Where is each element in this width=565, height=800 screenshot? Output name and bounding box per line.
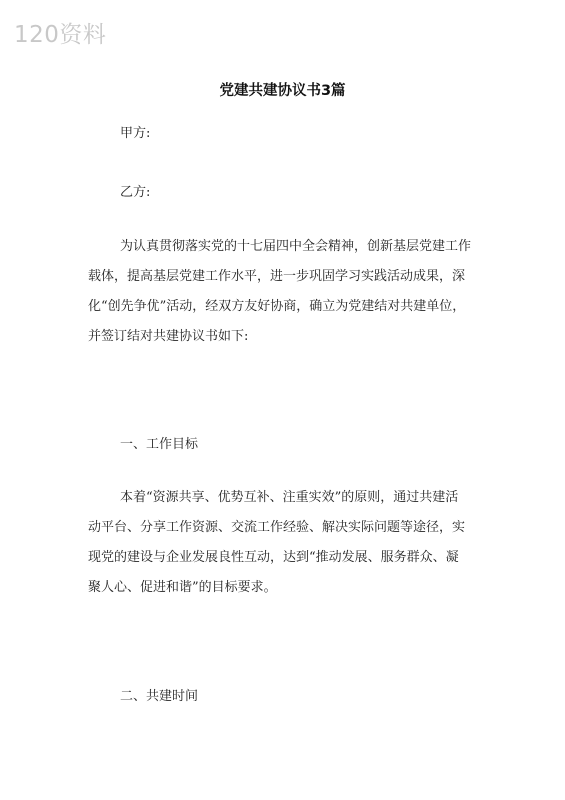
goals-line: 动平台、分享工作资源、交流工作经验、解决实际问题等途径，实 [88,520,466,535]
document-title: 党建共建协议书3篇 [219,83,346,99]
goals-line: 本着“资源共享、优势互补、注重实效”的原则，通过共建活 [120,490,459,505]
goals-line: 现党的建设与企业发展良性互动，达到“推动发展、服务群众、凝 [88,550,459,565]
intro-paragraph [88,232,471,352]
section-heading-time: 二、共建时间 [120,689,199,704]
goals-line: 聚人心、促进和谐”的目标要求。 [88,580,277,595]
intro-line: 载体，提高基层党建工作水平，进一步巩固学习实践活动成果，深 [88,269,466,284]
intro-line: 化“创先争优”活动，经双方友好协商，确立为党建结对共建单位， [88,299,466,314]
party-b-label: 乙方: [120,185,151,200]
goals-paragraph [88,483,465,603]
watermark-logo: 120资料 [14,22,107,48]
section-heading-goals: 一、工作目标 [120,437,199,452]
intro-line: 为认真贯彻落实党的十七届四中全会精神，创新基层党建工作 [120,239,472,254]
party-a-label: 甲方: [120,126,151,141]
intro-line: 并签订结对共建协议书如下: [88,329,249,344]
